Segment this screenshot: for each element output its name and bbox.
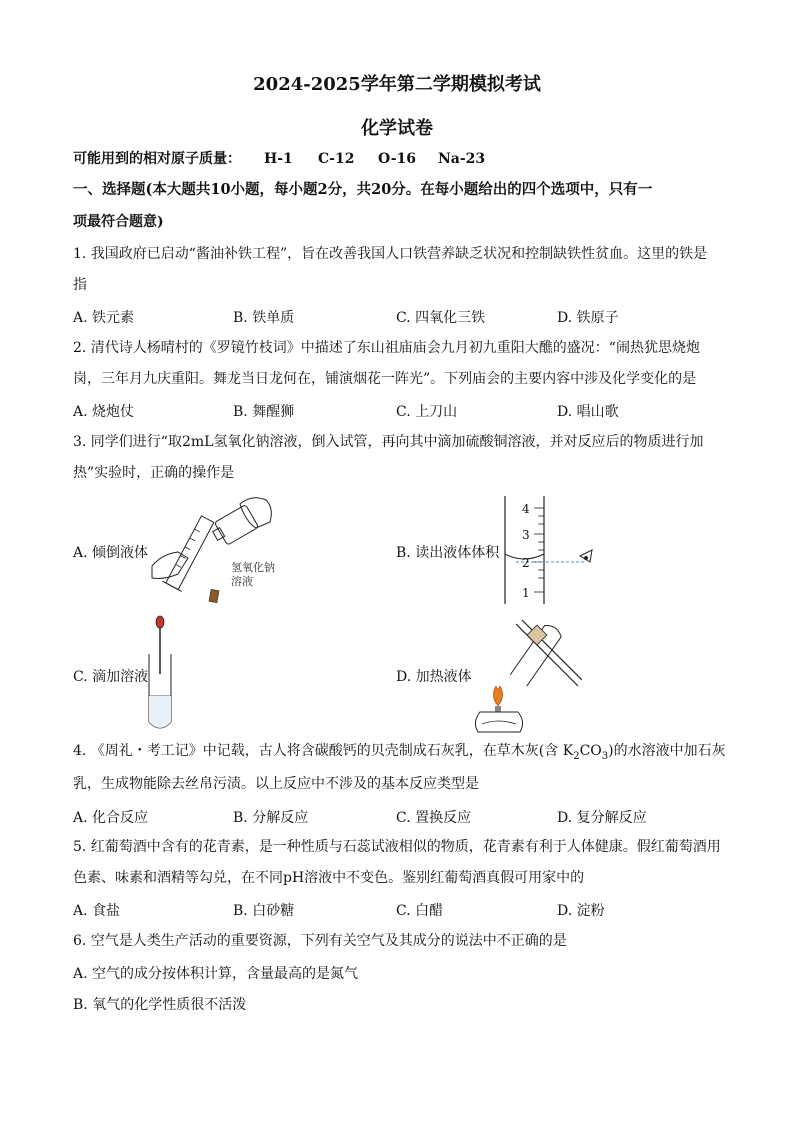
- scale-tick-4: 4: [522, 502, 530, 516]
- q5-option-b[interactable]: B. 白砂糖: [233, 903, 295, 919]
- q5-option-c[interactable]: C. 白醋: [396, 903, 444, 919]
- q4-text-part: 4. 《周礼・考工记》中记载，古人将含碳酸钙的贝壳制成石灰乳，在草木灰(含 K: [73, 743, 574, 759]
- question-3-text-cont: 热”实验时，正确的操作是: [73, 465, 235, 481]
- q4-text-part: CO: [579, 743, 602, 759]
- reading-volume-figure: [496, 494, 606, 606]
- question-6-text: 6. 空气是人类生产活动的重要资源，下列有关空气及其成分的说法中不正确的是: [73, 933, 567, 949]
- scale-tick-2: 2: [522, 556, 530, 570]
- atomic-mass-c: C-12: [318, 151, 355, 167]
- atomic-mass-h: H-1: [264, 151, 293, 167]
- q2-option-d[interactable]: D. 唱山歌: [557, 404, 619, 420]
- dropper-figure: [146, 614, 176, 734]
- q3-option-a[interactable]: A. 倾倒液体: [73, 545, 149, 561]
- q1-option-d[interactable]: D. 铁原子: [557, 310, 619, 326]
- section-heading: 一、选择题(本大题共10小题，每小题2分，共20分。在每小题给出的四个选项中，只有一: [73, 181, 653, 198]
- atomic-mass-o: O-16: [378, 151, 417, 167]
- q4-option-d[interactable]: D. 复分解反应: [557, 810, 647, 826]
- q2-option-c[interactable]: C. 上刀山: [396, 404, 458, 420]
- q4-option-c[interactable]: C. 置换反应: [396, 810, 472, 826]
- scale-tick-1: 1: [522, 586, 530, 600]
- atomic-mass-na: Na-23: [438, 151, 486, 167]
- q1-option-b[interactable]: B. 铁单质: [233, 310, 295, 326]
- question-5-text: 5. 红葡萄酒中含有的花青素，是一种性质与石蕊试液相似的物质，花青素有利于人体健康。假红葡萄酒用: [73, 839, 721, 855]
- page-subtitle: 化学试卷: [361, 118, 433, 139]
- question-2-text-cont: 岗，三年月九庆重阳。舞龙当日龙何在，铺演烟花一阵光”。下列庙会的主要内容中涉及化学变化的是: [73, 371, 697, 387]
- q5-option-a[interactable]: A. 食盐: [73, 903, 121, 919]
- q1-option-c[interactable]: C. 四氧化三铁: [396, 310, 486, 326]
- q4-sub: 3: [601, 750, 609, 762]
- q4-option-a[interactable]: A. 化合反应: [73, 810, 149, 826]
- question-1-text: 1. 我国政府已启动“酱油补铁工程”，旨在改善我国人口铁营养缺乏状况和控制缺铁性贫血。这里的铁是: [73, 246, 708, 262]
- q6-option-a[interactable]: A. 空气的成分按体积计算，含量最高的是氮气: [73, 966, 359, 982]
- q2-option-b[interactable]: B. 舞醒狮: [233, 404, 295, 420]
- heating-liquid-figure: [470, 614, 582, 736]
- figure-label-line1: 氢氧化钠: [231, 561, 275, 574]
- question-1-text-cont: 指: [73, 277, 87, 293]
- q4-option-b[interactable]: B. 分解反应: [233, 810, 309, 826]
- question-4-text-cont: 乳，生成物能除去丝帛污渍。以上反应中不涉及的基本反应类型是: [73, 776, 479, 792]
- q2-option-a[interactable]: A. 烧炮仗: [73, 404, 135, 420]
- q4-sub: 2: [573, 750, 580, 762]
- q3-option-b[interactable]: B. 读出液体体积: [396, 545, 500, 561]
- q3-option-d[interactable]: D. 加热液体: [396, 669, 472, 685]
- question-2-text: 2. 清代诗人杨晴村的《罗镜竹枝词》中描述了东山祖庙庙会九月初九重阳大醮的盛况：“闹热犹思烧炮: [73, 340, 700, 356]
- question-5-text-cont: 色素、味素和酒精等勾兑，在不同pH溶液中不变色。鉴别红葡萄酒真假可用家中的: [73, 870, 585, 886]
- q3-option-c[interactable]: C. 滴加溶液: [73, 669, 149, 685]
- q5-option-d[interactable]: D. 淀粉: [557, 903, 605, 919]
- question-3-text: 3. 同学们进行“取2mL氢氧化钠溶液，倒入试管，再向其中滴加硫酸铜溶液，并对反应后的物质进行加: [73, 434, 704, 450]
- q4-text-part: )的水溶液中加石灰: [608, 743, 726, 759]
- pouring-liquid-figure: [148, 494, 288, 606]
- q6-option-b[interactable]: B. 氧气的化学性质很不活泼: [73, 997, 247, 1013]
- question-4-text: [73, 742, 726, 766]
- figure-label-line2: 溶液: [231, 575, 253, 588]
- page-title: 2024-2025学年第二学期模拟考试: [253, 74, 541, 95]
- atomic-mass-label: 可能用到的相对原子质量：: [73, 151, 241, 167]
- scale-tick-3: 3: [522, 528, 530, 542]
- q1-option-a[interactable]: A. 铁元素: [73, 310, 135, 326]
- section-heading-cont: 项最符合题意): [73, 214, 164, 230]
